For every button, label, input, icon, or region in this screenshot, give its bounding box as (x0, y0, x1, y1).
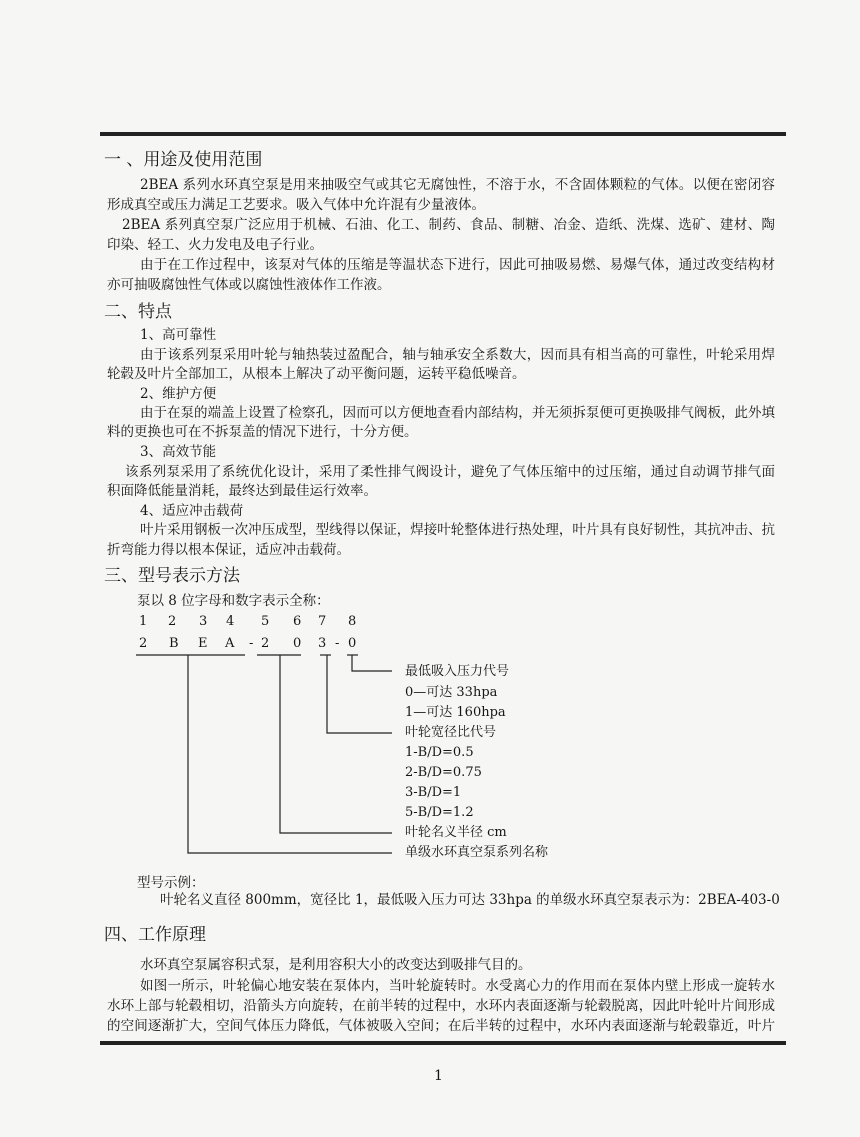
paragraph-line: 水环真空泵属容积式泵，是利用容积大小的改变达到吸排气目的。 (140, 957, 532, 973)
position-digit: 7 (318, 614, 327, 629)
label-series-name: 单级水环真空泵系列名称 (405, 845, 549, 860)
leader-width (327, 655, 392, 733)
section-1-title: 一 、用途及使用范围 (104, 150, 263, 170)
code-char: A (225, 636, 235, 651)
position-digit: 2 (168, 614, 177, 629)
leader-series (188, 655, 392, 853)
label-option: 2-B/D=0.75 (405, 765, 482, 780)
footer-rule (100, 1041, 786, 1045)
position-digit: 5 (261, 614, 270, 629)
label-option: 5-B/D=1.2 (405, 805, 474, 820)
section-2-title: 二、特点 (104, 302, 172, 322)
position-digit: 6 (293, 614, 302, 629)
label-width-ratio-code: 叶轮宽径比代号 (405, 725, 497, 740)
code-char: 2 (139, 636, 148, 651)
paragraph-line: 该系列泵采用了系统优化设计，采用了柔性排气阀设计，避免了气体压缩中的过压缩，通过自动调节排气面 (125, 464, 775, 480)
paragraph-line: 折弯能力得以根本保证，适应冲击载荷。 (107, 542, 350, 558)
model-intro: 泵以 8 位字母和数字表示全称： (137, 593, 330, 609)
paragraph-line: 如图一所示，叶轮偏心地安装在泵体内，当叶轮旋转时。水受离心力的作用而在泵体内壁上形成一旋转水 (140, 978, 775, 994)
paragraph-line: 由于该系列泵采用叶轮与轴热装过盈配合，轴与轴承安全系数大，因而具有相当高的可靠性，叶轮采用焊 (140, 347, 775, 363)
paragraph-line: 印染、轻工、火力发电及电子行业。 (107, 237, 323, 253)
subheading: 3、高效节能 (140, 444, 217, 460)
paragraph-line: 水环上部与轮毂相切，沿箭头方向旋转，在前半转的过程中，水环内表面逐渐与轮毂脱离，因此叶轮叶片间形成 (107, 998, 775, 1014)
leader-radius (280, 655, 392, 833)
code-char: 3 (318, 636, 327, 651)
label-option: 0—可达 33hpa (405, 685, 498, 700)
subheading: 1、高可靠性 (140, 327, 217, 343)
section-3-title: 三、型号表示方法 (104, 566, 240, 586)
code-char: B (169, 636, 179, 651)
subheading: 4、适应冲击载荷 (140, 503, 244, 519)
paragraph-line: 料的更换也可在不拆泵盖的情况下进行，十分方便。 (107, 424, 418, 440)
subheading: 2、维护方便 (140, 386, 217, 402)
example-text: 叶轮名义直径 800mm，宽径比 1，最低吸入压力可达 33hpa 的单级水环真空泵表示为：2BEA-403-0 (160, 892, 780, 908)
label-pressure-code: 最低吸入压力代号 (405, 664, 510, 679)
paragraph-line: 亦可抽吸腐蚀性气体或以腐蚀性液体作工作液。 (107, 277, 391, 293)
code-char: 2 (261, 636, 270, 651)
label-option: 1—可达 160hpa (405, 705, 506, 720)
example-title: 型号示例： (137, 875, 205, 891)
paragraph-line: 由于在泵的端盖上设置了检察孔，因而可以方便地查看内部结构，并无须拆泵便可更换吸排气阀板，此外填 (140, 405, 775, 421)
paragraph-line: 的空间逐渐扩大，空间气体压力降低，气体被吸入空间；在后半转的过程中，水环内表面逐渐与轮毂靠近，叶片 (107, 1018, 775, 1034)
label-impeller-radius: 叶轮名义半径 cm (405, 825, 507, 840)
paragraph-line: 形成真空或压力满足工艺要求。吸入气体中允许混有少量液体。 (107, 197, 485, 213)
code-char: - (249, 636, 254, 651)
paragraph-line: 2BEA 系列真空泵广泛应用于机械、石油、化工、制药、食品、制糖、冶金、造纸、洗煤、选矿、建材、陶 (122, 217, 775, 233)
page-number: 1 (434, 1068, 443, 1084)
paragraph-line: 由于在工作过程中，该泵对气体的压缩是等温状态下进行，因此可抽吸易燃、易爆气体，通过改变结构材 (140, 257, 775, 273)
code-char: 0 (293, 636, 302, 651)
position-digit: 4 (226, 614, 235, 629)
label-option: 1-B/D=0.5 (405, 745, 474, 760)
header-rule (100, 132, 786, 136)
leader-pressure (352, 655, 392, 671)
paragraph-line: 轮毂及叶片全部加工，从根本上解决了动平衡问题，运转平稳低噪音。 (107, 366, 526, 382)
section-4-title: 四、工作原理 (104, 925, 206, 945)
paragraph-line: 2BEA 系列水环真空泵是用来抽吸空气或其它无腐蚀性，不溶于水，不含固体颗粒的气体。以便在密闭容 (140, 177, 775, 193)
paragraph-line: 叶片采用钢板一次冲压成型，型线得以保证，焊接叶轮整体进行热处理，叶片具有良好韧性，其抗冲击、抗 (140, 522, 775, 538)
code-char: E (198, 636, 208, 651)
position-digit: 8 (348, 614, 357, 629)
position-digit: 1 (139, 614, 148, 629)
paragraph-line: 积面降低能量消耗，最终达到最佳运行效率。 (107, 483, 377, 499)
code-char: 0 (348, 636, 357, 651)
code-char: - (335, 636, 340, 651)
label-option: 3-B/D=1 (405, 785, 462, 800)
position-digit: 3 (199, 614, 208, 629)
